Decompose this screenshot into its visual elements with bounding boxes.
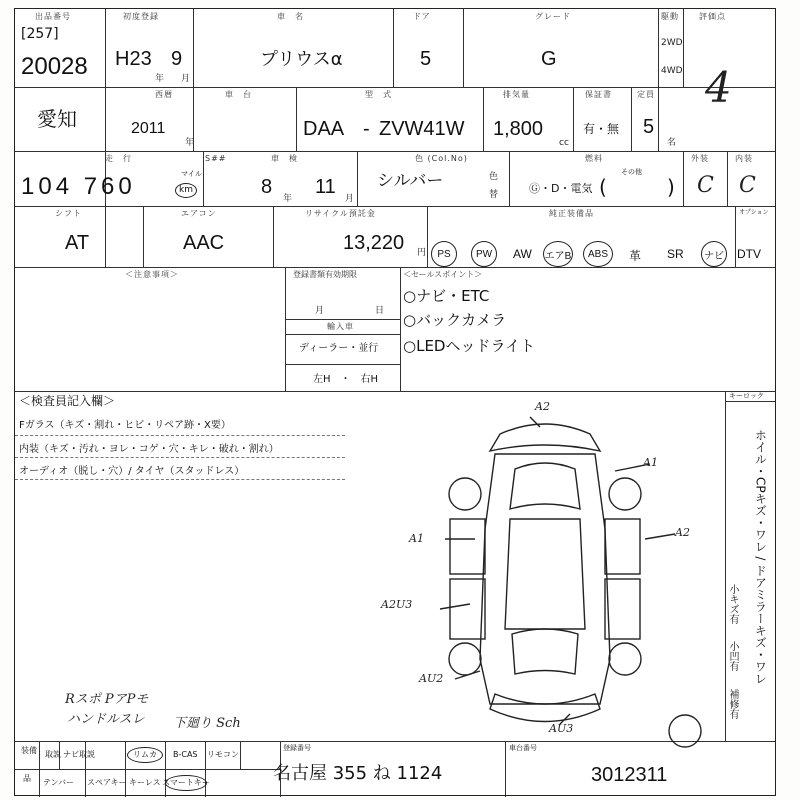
row-divider — [15, 391, 775, 392]
capacity-unit: 名 — [667, 138, 677, 148]
diagram-mark-left-rear-door: A2U3 — [381, 598, 413, 611]
aircon-value: AAC — [183, 232, 225, 254]
warranty-value: 有・無 — [583, 122, 620, 136]
equip-item-bcas: B-CAS — [173, 750, 198, 759]
color-label-b: 替 — [489, 190, 499, 200]
bottom-row-label-a: 装備 — [21, 746, 37, 755]
writing-line — [15, 435, 345, 436]
col-divider — [205, 741, 206, 797]
diagram-mark-left-door: A1 — [409, 532, 424, 545]
fuel-other-label: その他 — [621, 168, 642, 176]
color-value: シルバー — [377, 171, 444, 191]
year-unit: 年 — [185, 138, 195, 148]
col-divider — [725, 391, 726, 741]
capacity-value: 5 — [643, 116, 655, 138]
col-divider — [683, 151, 684, 206]
mileage-unit: km — [175, 183, 197, 198]
equip-item-rimca: リムカ — [127, 747, 163, 763]
grade-label: グレード — [535, 12, 571, 21]
import-label: 輸入車 — [327, 322, 354, 331]
year-value: 2011 — [131, 120, 166, 137]
shift-label: シフト — [55, 209, 82, 218]
col-divider — [483, 87, 484, 151]
row-divider — [15, 769, 280, 770]
handwritten-note-2: ハンドルスレ — [67, 712, 145, 727]
col-divider — [39, 741, 40, 797]
color-label: 色 (Col.No) — [415, 154, 468, 163]
sales-points-label: ＜セールスポイント＞ — [403, 270, 483, 279]
col-divider — [285, 267, 286, 391]
right-vertical-note: ホイル・CPキズ・ワレ / ドアミラーキズ・ワレ — [753, 429, 768, 685]
row-divider — [285, 319, 400, 320]
col-divider — [573, 87, 574, 151]
auction-sheet — [14, 8, 776, 796]
exterior-value: C — [697, 173, 714, 198]
col-divider — [727, 151, 728, 206]
fuel-paren-close: ) — [667, 175, 675, 199]
col-divider — [203, 151, 204, 206]
drive-2wd: 2WD — [661, 38, 683, 48]
right-small-1: 小キズ有 — [727, 584, 738, 624]
row-divider — [15, 206, 775, 207]
grade-value: G — [541, 48, 557, 70]
model-code: ZVW41W — [379, 118, 465, 140]
row-divider — [15, 151, 775, 152]
sales-point-1: ○ナビ・ETC — [403, 287, 490, 305]
equip-abs: ABS — [583, 241, 613, 267]
inspection-month-unit: 月 — [345, 194, 355, 204]
inspection-year: 8 — [261, 176, 273, 198]
col-divider — [296, 87, 297, 151]
chassis-no-label: 車台番号 — [509, 744, 537, 752]
row-divider — [15, 741, 775, 742]
mileage-alt-unit: マイル — [181, 170, 202, 178]
aircon-label: エアコン — [181, 209, 217, 218]
diagram-mark-left-rear: AU2 — [419, 672, 444, 685]
first-reg-month-unit: 月 — [181, 74, 191, 84]
inspector-line-1: Fガラス（キズ・割れ・ヒビ・リペア跡・X要） — [19, 420, 231, 431]
fuel-paren-open: ( — [599, 175, 607, 199]
equip-item-keyless: キーレス — [129, 778, 161, 787]
diagram-mark-right-front: A1 — [643, 456, 658, 469]
sales-point-3: ○LEDヘッドライト — [403, 337, 536, 355]
meter-label: S## — [205, 154, 227, 163]
region-value: 愛知 — [37, 107, 77, 131]
doc-period-label: 登録書類有効期限 — [293, 270, 357, 279]
handwritten-note-1: Rスポ PアPモ — [65, 692, 149, 707]
mileage-value: 104 760 — [21, 173, 136, 200]
car-name: プリウスα — [260, 49, 343, 70]
diagram-mark-rear: AU3 — [549, 722, 574, 735]
inspector-line-3: オーディオ（脱し・穴）/ タイヤ（スタッドレス） — [19, 466, 245, 477]
right-small-3: 補修有 — [727, 689, 738, 719]
inspection-month: 11 — [315, 176, 336, 198]
equip-leather: 革 — [629, 249, 642, 263]
doors-value: 5 — [420, 48, 432, 70]
steering-value: 左H ・ 右H — [313, 374, 379, 385]
model-dash: - — [363, 118, 370, 140]
color-label-a: 色 — [489, 172, 499, 182]
col-divider — [427, 206, 428, 267]
first-reg-month: 9 — [171, 48, 183, 70]
model-prefix: DAA — [303, 118, 345, 140]
mileage-label: 走 行 — [105, 154, 132, 163]
col-divider — [193, 9, 194, 151]
writing-line — [15, 457, 345, 458]
row-divider — [15, 87, 775, 88]
lot-sub: [257] — [21, 26, 59, 42]
equip-ps: PS — [431, 241, 457, 267]
doc-day: 日 — [375, 306, 385, 316]
col-divider — [143, 206, 144, 267]
equip-aw: AW — [513, 247, 532, 261]
col-divider — [240, 741, 241, 769]
col-divider — [105, 9, 106, 267]
col-divider — [125, 741, 126, 797]
diagram-mark-right-door: A2 — [675, 526, 690, 539]
right-small-2: 小凹有 — [727, 641, 738, 671]
first-reg-label: 初度登録 — [123, 12, 159, 21]
row-divider — [285, 364, 400, 365]
col-divider — [509, 151, 510, 206]
recycle-label: リサイクル預託金 — [305, 209, 376, 218]
displacement-unit: cc — [559, 138, 569, 148]
shift-value: AT — [65, 232, 90, 254]
equip-item-smart-key: スマートキー — [165, 775, 207, 791]
writing-line — [15, 479, 345, 480]
chassis-no-value: 3012311 — [591, 764, 668, 786]
doors-label: ドア — [413, 12, 431, 21]
score-value: 4 — [705, 63, 732, 112]
exterior-label: 外装 — [691, 154, 709, 163]
lot-label: 出品番号 — [35, 12, 71, 21]
col-divider — [631, 87, 632, 151]
col-divider — [357, 151, 358, 206]
plate-value: 名古屋 355 ね 1124 — [273, 763, 443, 784]
equip-navi: ナビ — [701, 241, 727, 267]
col-divider — [400, 267, 401, 391]
row-divider — [725, 401, 775, 402]
equip-sr: SR — [667, 247, 684, 261]
row-divider — [285, 334, 400, 335]
equip-item-remote: リモコン — [207, 750, 239, 759]
equip-item-spare-key: スペアキー — [87, 778, 127, 787]
lot-number: 20028 — [21, 53, 88, 80]
displacement-value: 1,800 — [493, 118, 544, 140]
inspector-label: ＜検査員記入欄＞ — [19, 394, 116, 408]
drive-4wd: 4WD — [661, 66, 683, 76]
region-label: 西暦 — [155, 90, 173, 99]
equip-item-navi-manual: ナビ取説 — [63, 750, 95, 759]
equip-dtv: DTV — [737, 247, 761, 261]
drive-label: 駆動 — [661, 12, 679, 21]
inspector-line-2: 内装（キズ・汚れ・ヨレ・コゲ・穴・キレ・破れ・割れ） — [19, 444, 279, 455]
equip-item-number: テンバー — [43, 778, 75, 787]
row-divider — [15, 267, 775, 268]
first-reg-year-unit: 年 — [155, 74, 165, 84]
chassis-label: 車 台 — [225, 90, 252, 99]
col-divider — [393, 9, 394, 87]
interior-label: 内装 — [735, 154, 753, 163]
keyless-label: キーロック — [729, 392, 764, 400]
recycle-unit: 円 — [417, 248, 427, 258]
bottom-row-label-b: 品 — [23, 774, 31, 783]
warranty-label: 保証書 — [585, 90, 612, 99]
capacity-label: 定員 — [637, 90, 655, 99]
score-label: 評価点 — [699, 12, 726, 21]
col-divider — [463, 9, 464, 87]
col-divider — [658, 9, 659, 151]
first-reg-era: H23 — [115, 48, 152, 70]
remarks-label: ＜注意事項＞ — [125, 270, 179, 279]
col-divider — [505, 741, 506, 797]
col-divider — [735, 206, 736, 267]
import-value: ディーラー・並行 — [299, 343, 379, 354]
inspection-year-unit: 年 — [283, 194, 293, 204]
car-name-label: 車 名 — [277, 12, 304, 21]
fuel-label: 燃料 — [585, 154, 603, 163]
option-label: オプション — [739, 209, 769, 216]
doc-month: 月 — [315, 306, 325, 316]
interior-value: C — [739, 173, 756, 198]
equipment-label: 純正装備品 — [549, 209, 594, 218]
model-label: 型 式 — [365, 90, 392, 99]
col-divider — [165, 741, 166, 797]
sales-point-2: ○バックカメラ — [403, 311, 507, 329]
recycle-value: 13,220 — [343, 232, 405, 254]
fuel-value: Ⓖ・D・電気 — [529, 182, 593, 195]
diagram-mark-front: A2 — [535, 400, 550, 413]
handwritten-note-3: 下廻り Sch — [173, 716, 241, 731]
equip-item-manual: 取説 — [45, 750, 61, 759]
plate-label: 登録番号 — [283, 744, 311, 752]
car-diagram — [430, 409, 660, 739]
inspection-label: 車 検 — [271, 154, 298, 163]
equip-airbag: エアB — [543, 241, 573, 267]
col-divider — [683, 9, 684, 87]
col-divider — [273, 206, 274, 267]
displacement-label: 排気量 — [503, 90, 530, 99]
equip-pw: PW — [471, 241, 497, 267]
